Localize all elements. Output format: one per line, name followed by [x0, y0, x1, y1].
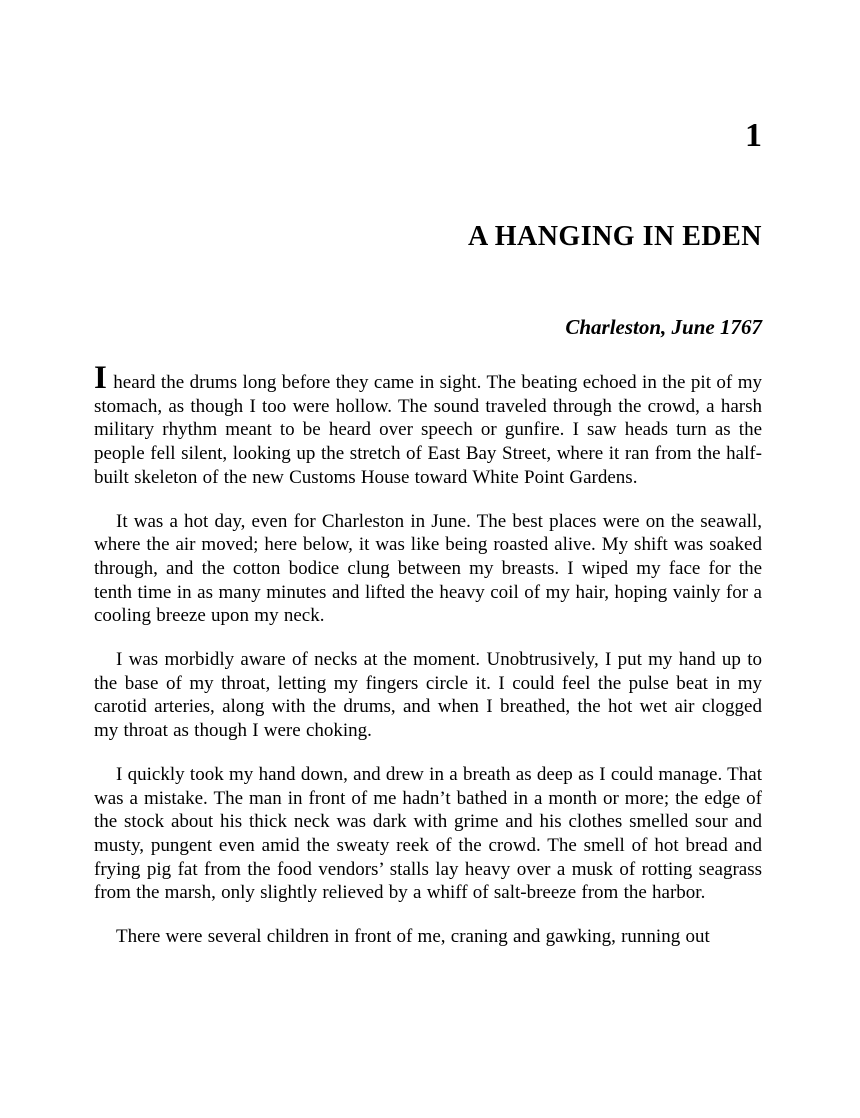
- chapter-title: A HANGING IN EDEN: [468, 221, 762, 252]
- chapter-dateline: Charleston, June 1767: [565, 315, 762, 339]
- paragraph: It was a hot day, even for Charleston in June. The best places were on the seawall, where the air moved; here below, it was like being roasted alive. My shift was soaked through, and the cotton bodice clung between my breasts. I wiped my face for the tenth time in as many minutes and lifted the heavy coil of my hair, hoping vainly for a cooling breeze upon my neck.: [94, 510, 762, 627]
- paragraph: I was morbidly aware of necks at the moment. Unobtrusively, I put my hand up to the base of my throat, letting my fingers circle it. I could feel the pulse beat in my carotid arteries, along with the drums, and when I breathed, the hot wet air clogged my throat as though I were choking.: [94, 649, 762, 742]
- paragraph: I quickly took my hand down, and drew in a breath as deep as I could manage. That was a mistake. The man in front of me hadn’t bathed in a month or more; the edge of the stock about his thick neck was dark with grime and his clothes smelled sour and musty, pungent even amid the sweaty reek of the crowd. The smell of hot bread and frying pig fat from the food vendors’ stalls lay heavy over a musk of rotting seagrass from the marsh, only slightly relieved by a whiff of salt-breeze from the harbor.: [94, 763, 762, 904]
- chapter-number: 1: [745, 117, 762, 154]
- body-text: [94, 360, 762, 949]
- paragraph: I heard the drums long before they came in sight. The beating echoed in the pit of my stomach, as though I too were hollow. The sound traveled through the crowd, a harsh military rhythm meant to be heard over speech or gunfire. I saw heads turn as the people fell silent, looking up the stretch of East Bay Street, where it ran from the half-built skeleton of the new Customs House toward White Point Gardens.: [94, 360, 762, 488]
- paragraph: There were several children in front of me, craning and gawking, running out: [116, 926, 710, 948]
- initial-capital: I: [94, 360, 108, 396]
